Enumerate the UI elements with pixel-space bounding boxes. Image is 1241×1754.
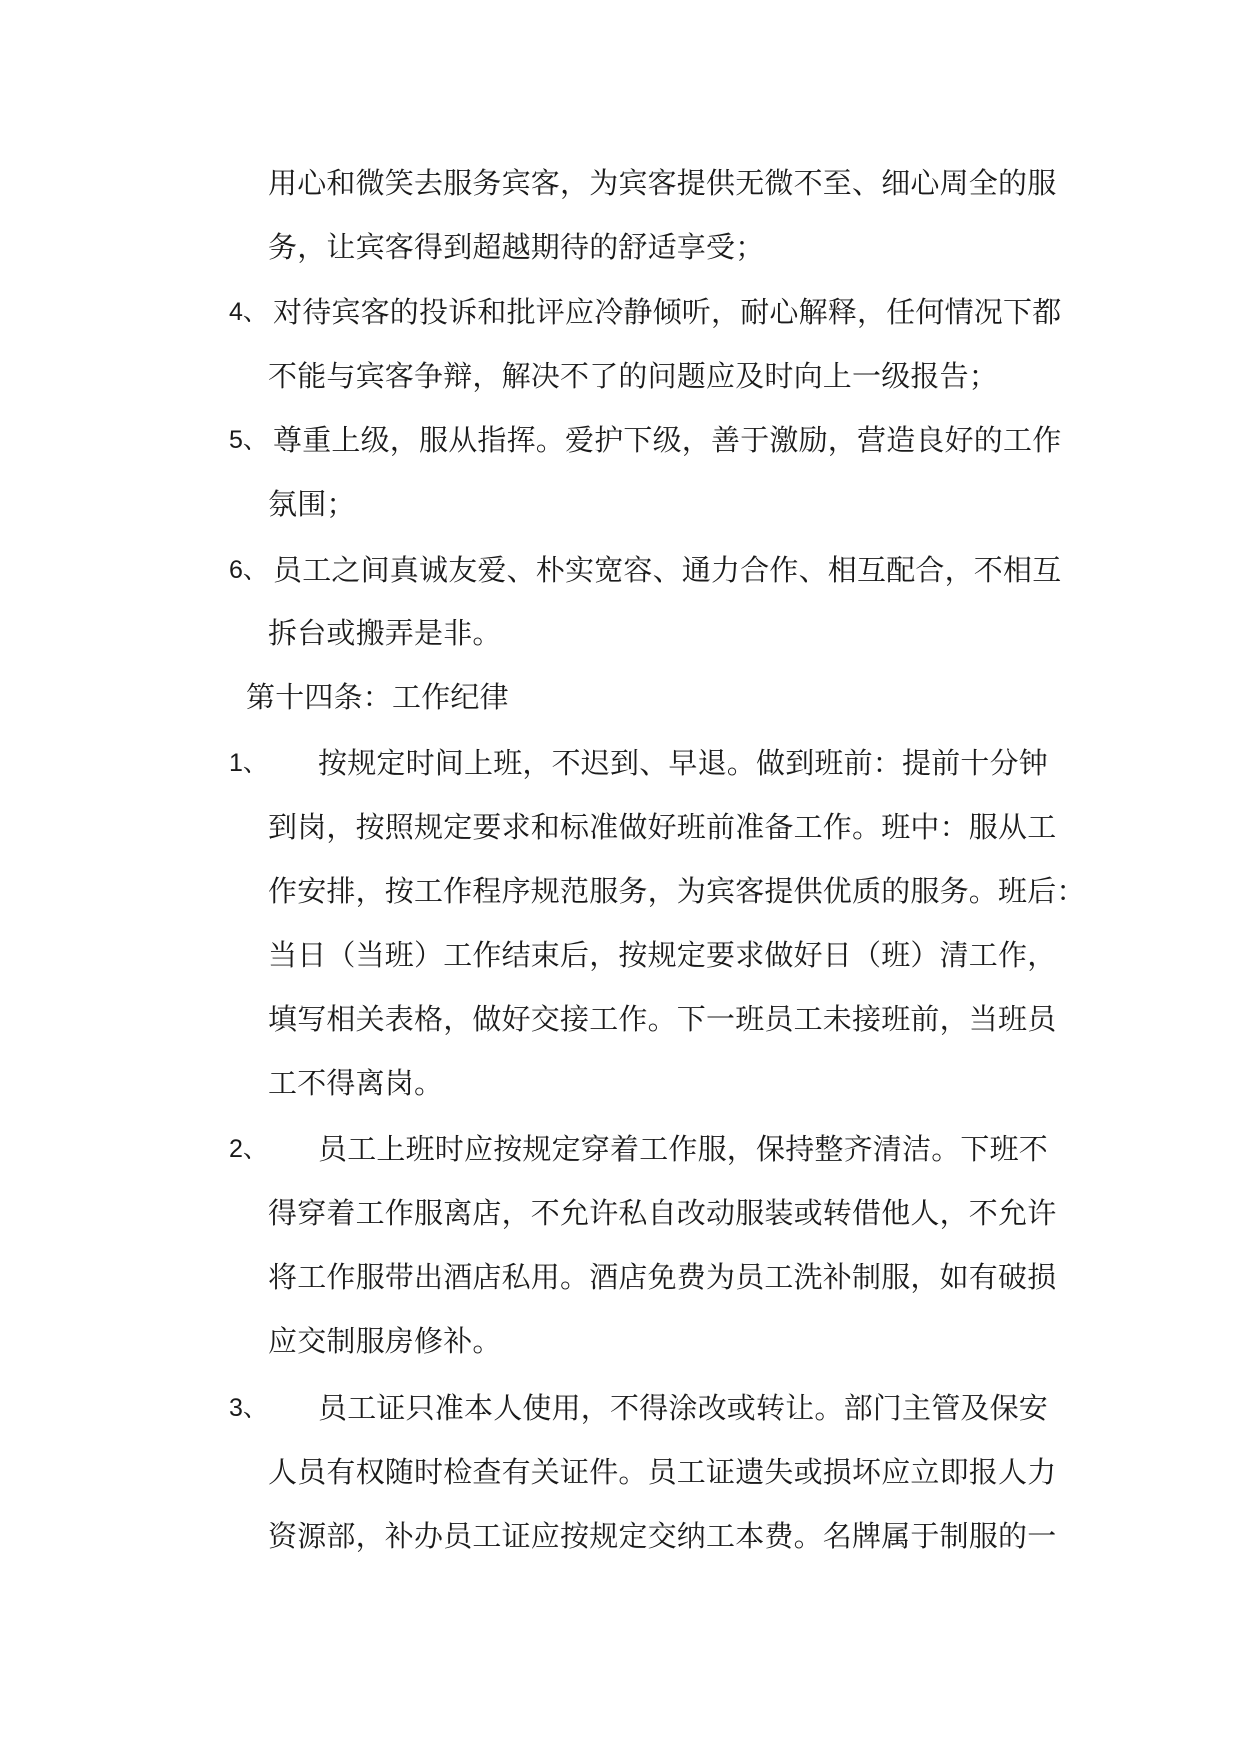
paragraph-line: 填写相关表格，做好交接工作。下一班员工未接班前，当班员 [268,1002,1057,1036]
paragraph-line: 到岗，按照规定要求和标准做好班前准备工作。班中：服从工 [268,810,1057,844]
list-number: 2、 [229,1135,268,1163]
section-heading: 第十四条：工作纪律 [246,680,509,714]
paragraph-line: 拆台或搬弄是非。 [268,616,502,650]
list-number: 6、 [229,556,268,584]
list-number: 5、 [229,426,268,454]
paragraph-line: 作安排，按工作程序规范服务，为宾客提供优质的服务。班后： [268,874,1086,908]
paragraph-line: 当日（当班）工作结束后，按规定要求做好日（班）清工作， [268,938,1057,972]
list-number: 3、 [229,1394,268,1422]
paragraph-line: 资源部，补办员工证应按规定交纳工本费。名牌属于制服的一 [268,1519,1057,1553]
paragraph-line: 按规定时间上班，不迟到、早退。做到班前：提前十分钟 [318,746,1049,780]
paragraph-line: 务，让宾客得到超越期待的舒适享受； [268,230,765,264]
paragraph-line: 对待宾客的投诉和批评应冷静倾听，耐心解释，任何情况下都 [273,295,1062,329]
paragraph-line: 得穿着工作服离店，不允许私自改动服装或转借他人，不允许 [268,1196,1057,1230]
list-number: 1、 [229,749,268,777]
paragraph-line: 不能与宾客争辩，解决不了的问题应及时向上一级报告； [268,359,999,393]
paragraph-line: 员工上班时应按规定穿着工作服，保持整齐清洁。下班不 [318,1132,1049,1166]
list-number: 4、 [229,298,268,326]
paragraph-line: 用心和微笑去服务宾客，为宾客提供无微不至、细心周全的服 [268,166,1057,200]
paragraph-line: 人员有权随时检查有关证件。员工证遗失或损坏应立即报人力 [268,1455,1057,1489]
paragraph-line: 工不得离岗。 [268,1066,444,1100]
paragraph-line: 尊重上级，服从指挥。爱护下级，善于激励，营造良好的工作 [273,423,1062,457]
paragraph-line: 将工作服带出酒店私用。酒店免费为员工洗补制服，如有破损 [268,1260,1057,1294]
paragraph-line: 员工之间真诚友爱、朴实宽容、通力合作、相互配合，不相互 [273,553,1062,587]
paragraph-line: 氛围； [268,487,356,521]
paragraph-line: 员工证只准本人使用，不得涂改或转让。部门主管及保安 [318,1391,1049,1425]
paragraph-line: 应交制服房修补。 [268,1324,502,1358]
